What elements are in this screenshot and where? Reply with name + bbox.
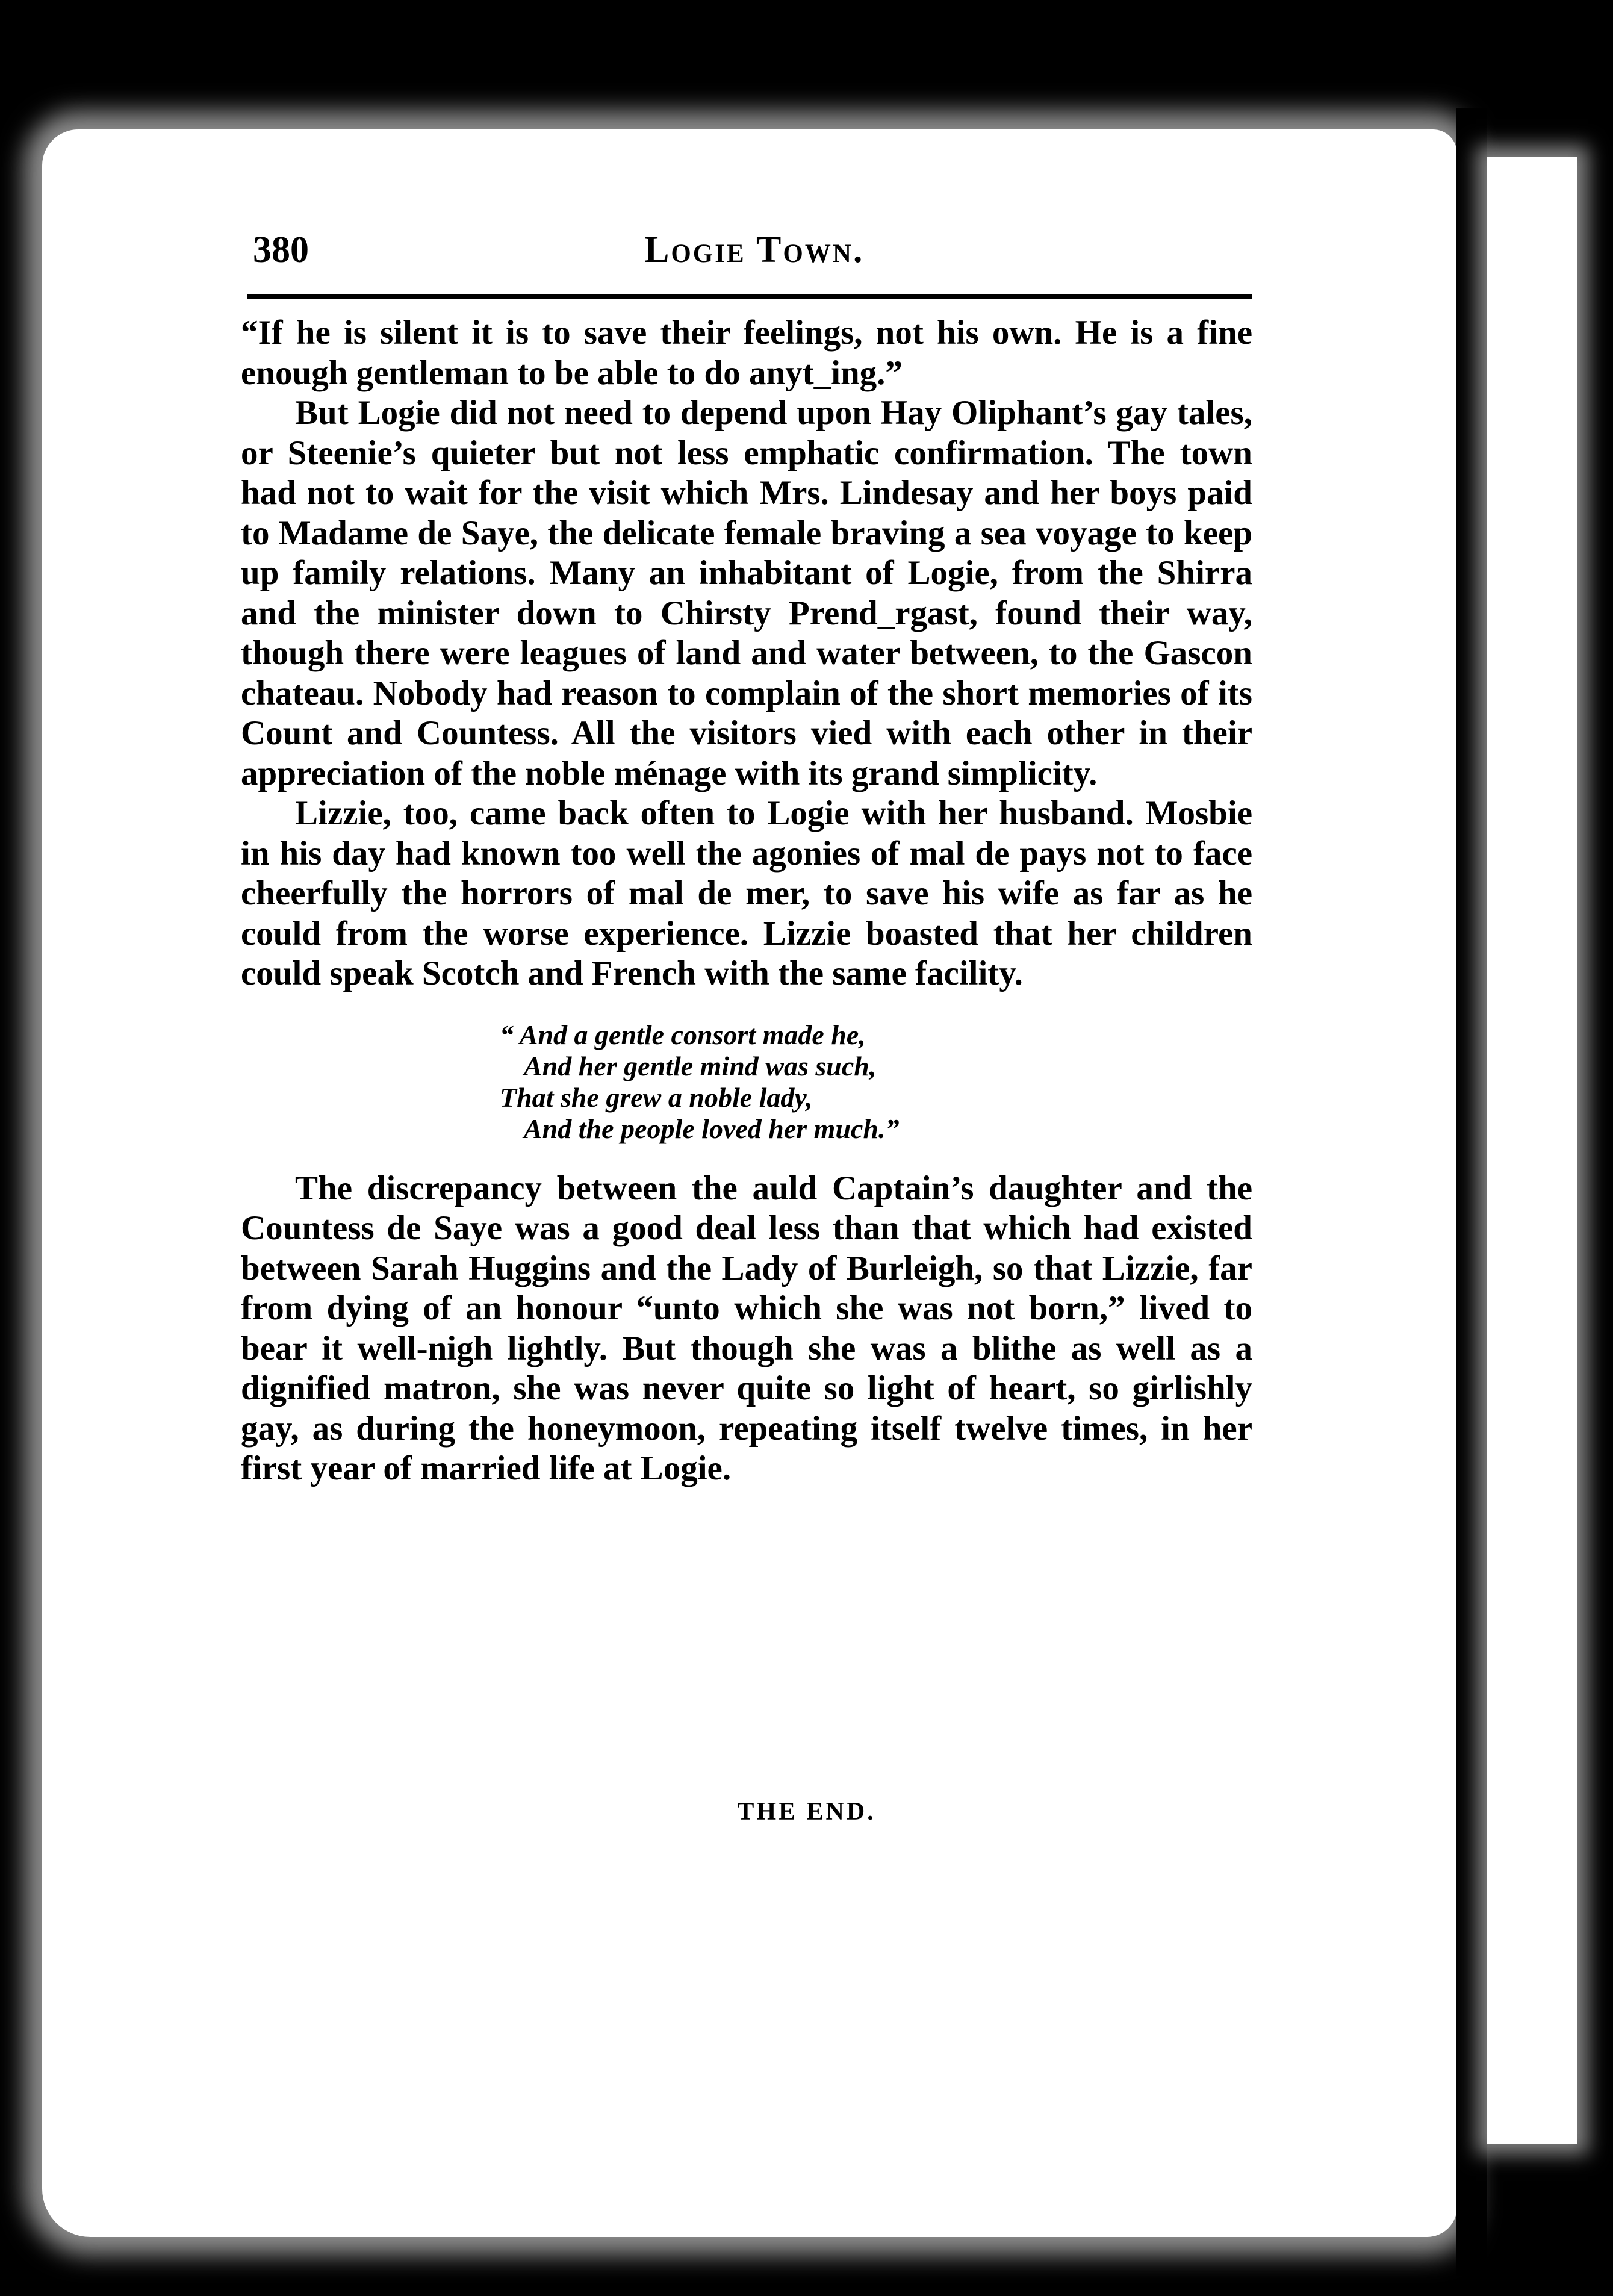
running-head: [253, 229, 1252, 277]
verse-line: “ And a gentle consort made he,: [500, 1019, 866, 1050]
verse-quote: [241, 1019, 1252, 1145]
header-rule: [247, 294, 1252, 299]
verse-line: And the people loved her much.”: [524, 1113, 900, 1144]
verse-line: And her gentle mind was such,: [524, 1050, 877, 1081]
paragraph-2: But Logie did not need to depend upon Hay Oliphant’s gay tales, or Steenie’s quieter but not less emphatic confirmation. The town had not to wait for the visit which Mrs. Lindesay and her boys paid to Madame de Saye, the delicate female braving a sea voyage to keep up family relations. Many an inhabitant of Logie, from the Shirra and the minister down to Chirsty Prend_rgast, found their way, though there were leagues of land and water between, to the Gascon chateau. Nobody had reason to complain of the short memories of its Count and Countess. All the visitors vied with each other in their appreciation of the noble ménage with its grand simplicity.: [241, 394, 1252, 792]
verse-line: That she grew a noble lady,: [500, 1081, 813, 1113]
paragraph-1: “If he is silent it is to save their feelings, not his own. He is a fine enough gentleman to be able to do anyt_ing.”: [241, 314, 1252, 392]
body-text: [241, 313, 1252, 1489]
running-title: Logie Town.: [644, 229, 865, 270]
next-page-edge: [1487, 157, 1577, 2144]
page-number: 380: [253, 229, 309, 270]
book-gutter: [1456, 108, 1487, 2276]
paragraph-4: The discrepancy between the auld Captain’s daughter and the Countess de Saye was a good deal less than that which had existed between Sarah Huggins and the Lady of Burleigh, so that Lizzie, far from dying of an honour “unto which she was not born,” lived to bear it well-nigh lightly. But though she was a blithe as well as a dignified matron, she was never quite so light of heart, so girlishly gay, as during the honeymoon, repeating itself twelve times, in her first year of married life at Logie.: [241, 1169, 1252, 1487]
paragraph-3: Lizzie, too, came back often to Logie with her husband. Mosbie in his day had known too well the agonies of mal de pays not to face cheerfully the horrors of mal de mer, to save his wife as far as he could from the worse experience. Lizzie boasted that her children could speak Scotch and French with the same facility.: [241, 794, 1252, 992]
the-end: THE END.: [737, 1798, 876, 1826]
